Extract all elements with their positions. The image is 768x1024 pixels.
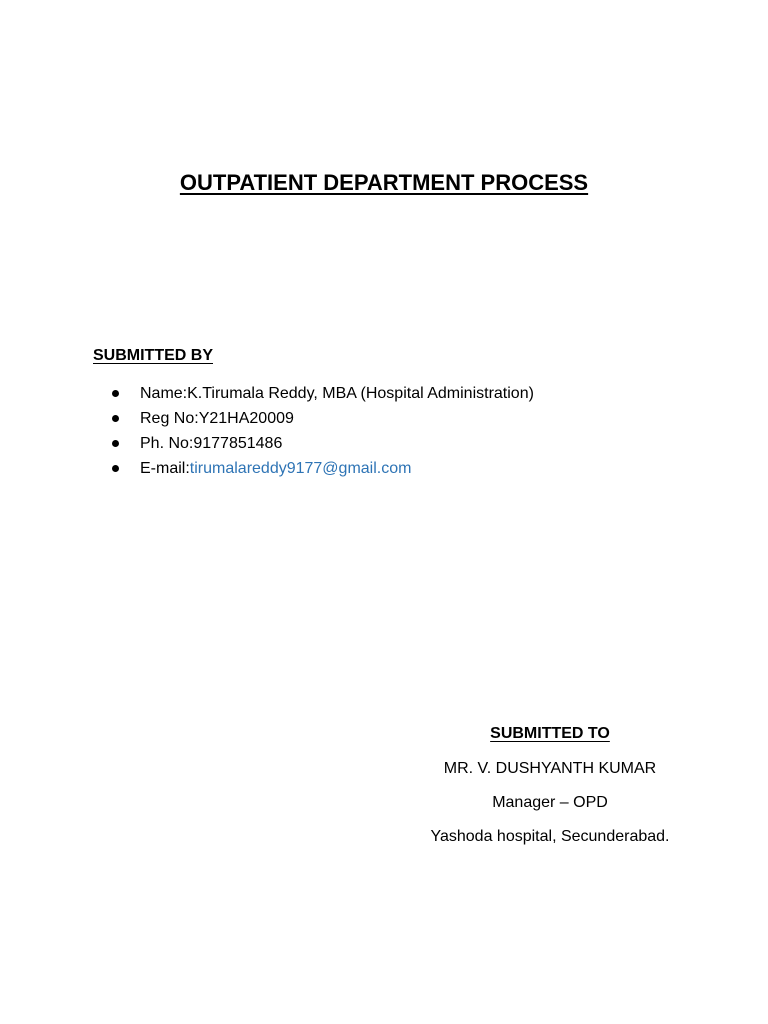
recipient-organization: Yashoda hospital, Secunderabad. — [430, 828, 670, 845]
reg-no-label: Reg No: — [140, 409, 199, 427]
list-item-email — [112, 456, 534, 481]
email-label: E-mail: — [140, 459, 190, 477]
list-item-reg-no — [112, 406, 534, 431]
list-item-name — [112, 381, 534, 406]
submitted-by-list — [112, 381, 534, 481]
recipient-role: Manager – OPD — [492, 794, 608, 811]
document-title — [0, 170, 768, 196]
document-title-text: OUTPATIENT DEPARTMENT PROCESS — [179, 170, 589, 195]
bullet-icon — [112, 440, 119, 447]
bullet-icon — [112, 390, 119, 397]
reg-no-value: Y21HA20009 — [198, 409, 294, 427]
name-label: Name: — [140, 384, 188, 402]
bullet-icon — [112, 415, 119, 422]
submitted-to-block — [360, 722, 740, 854]
recipient-name: MR. V. DUSHYANTH KUMAR — [443, 760, 657, 777]
phone-label: Ph. No: — [140, 434, 194, 452]
phone-value: 9177851486 — [193, 434, 283, 452]
name-value: K.Tirumala Reddy, MBA (Hospital Administration) — [187, 384, 534, 402]
submitted-to-heading: SUBMITTED TO — [490, 725, 610, 742]
list-item-phone — [112, 431, 534, 456]
submitted-by-heading: SUBMITTED BY — [93, 347, 213, 364]
bullet-icon — [112, 465, 119, 472]
email-link[interactable]: tirumalareddy9177@gmail.com — [189, 459, 412, 477]
